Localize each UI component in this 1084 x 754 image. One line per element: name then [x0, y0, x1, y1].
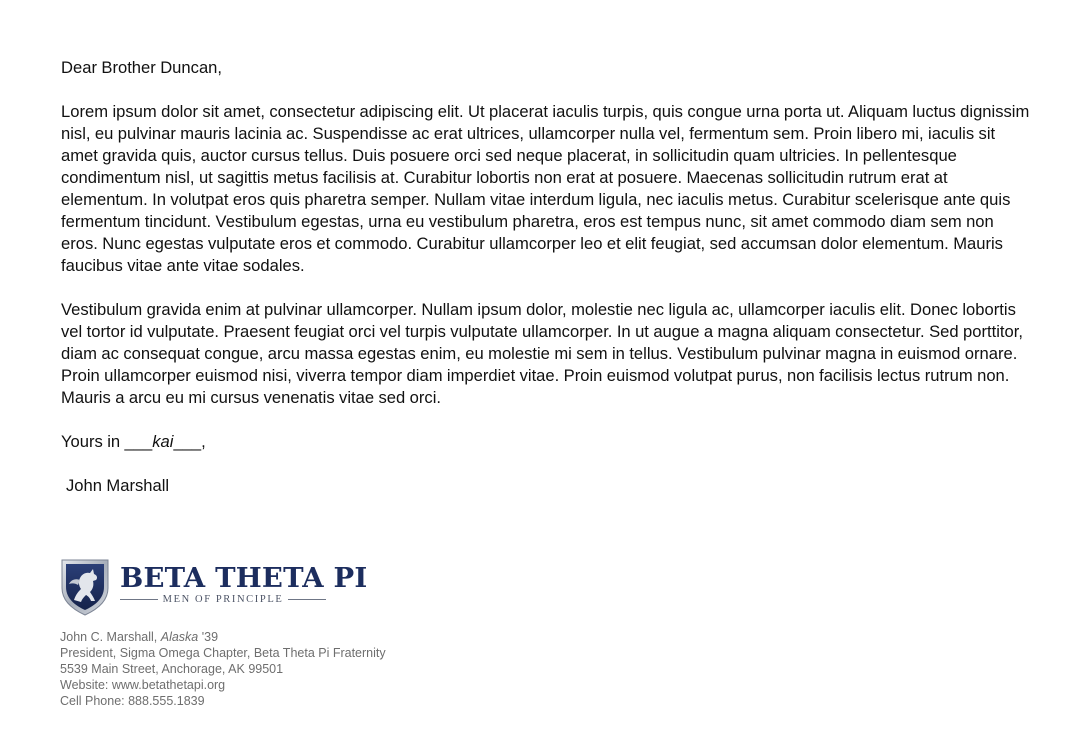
- body-paragraph-1: Lorem ipsum dolor sit amet, consectetur adipiscing elit. Ut placerat iaculis turpis, quis congue urna porta ut. Aliquam luctus dignissim nisl, eu pulvinar mauris lacinia ac. Suspendisse ac erat ultrices, ullamcorper nulla vel, fermentum sem. Proin libero mi, iaculis sit amet gravida quis, auctor cursus tellus. Duis posuere orci sed neque placerat, in sollicitudin quam ultricies. In pellentesque condimentum nisl, ut sagittis metus facilisis at. Curabitur lobortis non erat at posuere. Maecenas sollicitudin rutrum erat at elementum. In volutpat eros quis pharetra semper. Nullam vitae interdum ligula, nec iaculis metus. Curabitur scelerisque ante quis fermentum tincidunt. Vestibulum egestas, urna eu vestibulum pharetra, eros est tempus nunc, sit amet commodo diam sem non eros. Nunc egestas vulputate eros et commodo. Curabitur ullamcorper leo et elit feugiat, sed accumsan dolor elementum. Mauris faucibus vitae ante vitae sodales.: [61, 102, 1030, 275]
- sig-website[interactable]: Website: www.betathetapi.org: [60, 678, 226, 692]
- closing-prefix: Yours in ___: [61, 432, 153, 451]
- closing: [61, 431, 1031, 453]
- signer-name: John Marshall: [66, 476, 170, 495]
- body-paragraph-2: Vestibulum gravida enim at pulvinar ullamcorper. Nullam ipsum dolor, molestie nec ligula ac, ullamcorper iaculis elit. Donec lobortis vel tortor id vulputate. Praesent feugiat orci vel turpis vulputate ullamcorper. In ut augue a magna aliquam consectetur. Sed porttitor, diam ac consequat congue, arcu massa egestas enim, eu molestie mi sem in tellus. Vestibulum pulvinar magna in euismod ornare. Proin ullamcorper euismod nisi, viverra tempor diam imperdiet vitae. Proin euismod volutpat purus, non facilisis lectus rutrum non. Mauris a arcu eu mi cursus venenatis vitae sed orci.: [61, 300, 1023, 407]
- sig-name-line: [60, 629, 386, 645]
- closing-suffix: ___,: [173, 432, 206, 451]
- motto-divider-left: [120, 599, 158, 600]
- sig-phone[interactable]: Cell Phone: 888.555.1839: [60, 694, 205, 708]
- closing-word: kai: [152, 432, 174, 451]
- motto-divider-right: [288, 599, 326, 600]
- sig-chapter: Alaska: [160, 630, 199, 644]
- salutation: Dear Brother Duncan,: [61, 58, 223, 77]
- logo-motto: MEN OF PRINCIPLE: [162, 593, 284, 605]
- sig-title: President, Sigma Omega Chapter, Beta Theta Pi Fraternity: [60, 646, 386, 660]
- sig-name: John C. Marshall,: [60, 630, 161, 644]
- shield-crest-icon: [60, 558, 110, 616]
- fraternity-logo: [60, 558, 368, 618]
- letter-body: [61, 57, 1031, 497]
- sig-year: '39: [198, 630, 219, 644]
- signature-block: [60, 629, 386, 709]
- logo-motto-row: [120, 592, 326, 606]
- sig-address: 5539 Main Street, Anchorage, AK 99501: [60, 662, 284, 676]
- logo-wordmark: BETA THETA PI: [120, 562, 368, 594]
